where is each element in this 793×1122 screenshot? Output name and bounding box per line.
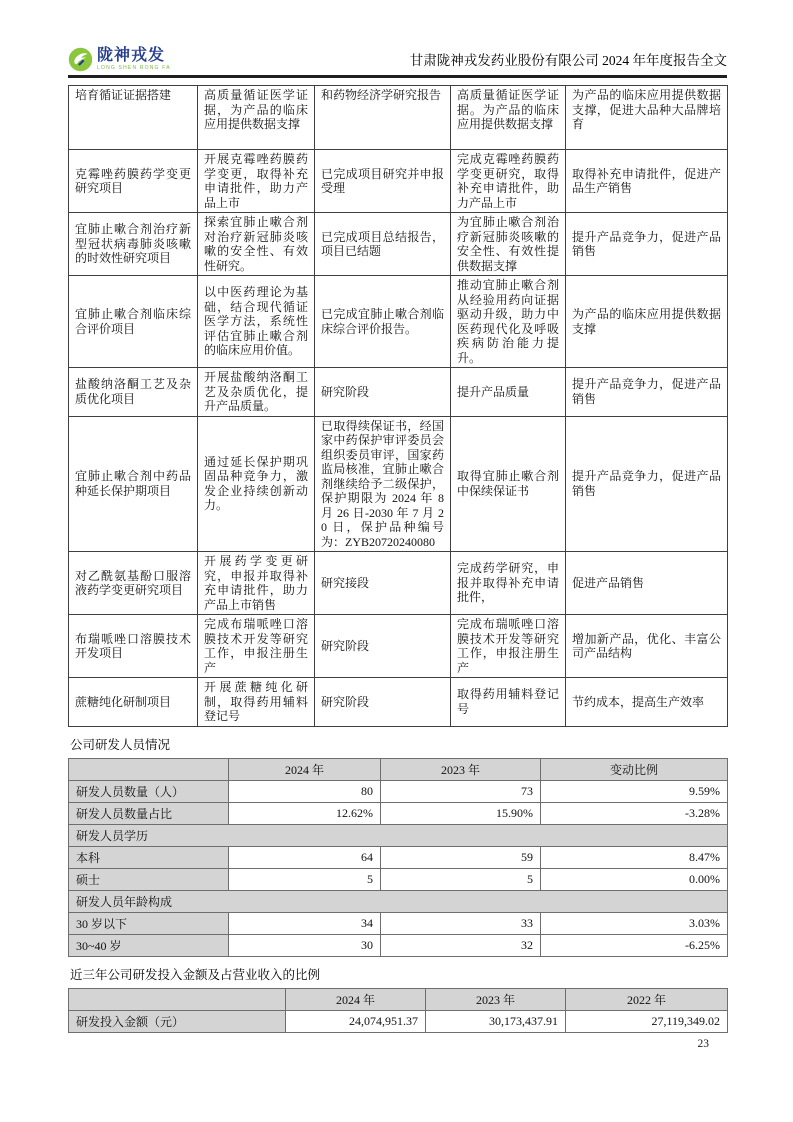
row-label: 研发人员数量占比 xyxy=(69,802,229,824)
row-label: 研发人员数量（人） xyxy=(69,780,229,802)
project-goal-cell: 高质量循证医学证据。为产品的临床应用提供数据支撑 xyxy=(451,86,566,150)
project-row xyxy=(69,678,728,727)
project-progress-cell: 研究阶段 xyxy=(315,368,451,417)
project-progress-cell: 研究接段 xyxy=(315,552,451,615)
project-impact-cell: 促进产品销售 xyxy=(566,552,728,615)
project-name-cell: 蔗糖纯化研制项目 xyxy=(69,678,198,727)
project-goal-cell: 取得药用辅料登记号 xyxy=(451,678,566,727)
value-2024: 80 xyxy=(229,780,381,802)
personnel-section-row xyxy=(69,890,728,912)
row-label: 30~40 岁 xyxy=(69,934,229,956)
project-progress-cell: 研究阶段 xyxy=(315,678,451,727)
subsection-label: 研发人员年龄构成 xyxy=(69,890,728,912)
value-2023: 32 xyxy=(381,934,541,956)
row-label: 本科 xyxy=(69,846,229,868)
project-row xyxy=(69,276,728,368)
project-impact-cell: 节约成本，提高生产效率 xyxy=(566,678,728,727)
value-change: -3.28% xyxy=(541,802,728,824)
project-row xyxy=(69,615,728,678)
rd-projects-table xyxy=(68,85,728,727)
personnel-header-2024: 2024 年 xyxy=(229,758,381,780)
value-change: 0.00% xyxy=(541,868,728,890)
personnel-row xyxy=(69,802,728,824)
value-2024: 5 xyxy=(229,868,381,890)
project-purpose-cell: 开展蔗糖纯化研制，取得药用辅料登记号 xyxy=(198,678,315,727)
investment-section-title: 近三年公司研发投入金额及占营业收入的比例 xyxy=(70,967,321,982)
project-progress-cell: 和药物经济学研究报告 xyxy=(315,86,451,150)
investment-header-2022: 2022 年 xyxy=(566,988,728,1010)
page-number: 23 xyxy=(697,1038,709,1050)
project-purpose-cell: 开展盐酸纳洛酮工艺及杂质优化，提升产品质量。 xyxy=(198,368,315,417)
personnel-header-empty xyxy=(69,758,229,780)
value-2022: 27,119,349.02 xyxy=(566,1010,728,1032)
project-row xyxy=(69,368,728,417)
value-change: 3.03% xyxy=(541,912,728,934)
value-2024: 24,074,951.37 xyxy=(286,1010,426,1032)
project-name-cell: 宜肺止嗽合剂临床综合评价项目 xyxy=(69,276,198,368)
personnel-header-row xyxy=(69,758,728,780)
page-header xyxy=(68,0,727,78)
project-goal-cell: 提升产品质量 xyxy=(451,368,566,417)
project-impact-cell: 为产品的临床应用提供数据支撑 xyxy=(566,276,728,368)
personnel-header-change: 变动比例 xyxy=(541,758,728,780)
investment-header-row xyxy=(69,988,728,1010)
personnel-header-2023: 2023 年 xyxy=(381,758,541,780)
project-impact-cell: 提升产品竞争力，促进产品销售 xyxy=(566,213,728,276)
project-row xyxy=(69,552,728,615)
project-goal-cell: 取得宜肺止嗽合剂中保续保证书 xyxy=(451,416,566,552)
project-name-cell: 克霉唑药膜药学变更研究项目 xyxy=(69,150,198,213)
brand-logo-icon xyxy=(68,47,93,72)
personnel-row xyxy=(69,846,728,868)
value-2023: 33 xyxy=(381,912,541,934)
value-2023: 5 xyxy=(381,868,541,890)
row-label: 研发投入金额（元） xyxy=(69,1010,286,1032)
project-name-cell: 宜肺止嗽合剂中药品种延长保护期项目 xyxy=(69,416,198,552)
project-row xyxy=(69,150,728,213)
rd-personnel-table xyxy=(68,758,728,957)
brand-name: 陇神戎发 xyxy=(97,47,166,64)
value-2024: 34 xyxy=(229,912,381,934)
project-name-cell: 盐酸纳洛酮工艺及杂质优化项目 xyxy=(69,368,198,417)
value-2023: 15.90% xyxy=(381,802,541,824)
brand-subtitle: LONG SHEN RONG FA xyxy=(97,65,171,71)
value-2023: 30,173,437.91 xyxy=(426,1010,566,1032)
personnel-section-title: 公司研发人员情况 xyxy=(70,737,171,752)
value-2024: 30 xyxy=(229,934,381,956)
project-progress-cell: 已取得续保证书，经国家中药保护审评委员会组织委员审评，国家药监局核准，宜肺止嗽合剂继续给予二级保护，保护期限为 2024 年 8 月 26 日-2030 年 7 月 20 日，保护品种编号为：ZYB20720240080 xyxy=(315,416,451,552)
project-row xyxy=(69,213,728,276)
project-goal-cell: 完成布瑞哌唑口溶膜技术开发等研究工作，申报注册生产 xyxy=(451,615,566,678)
personnel-row xyxy=(69,934,728,956)
project-purpose-cell: 开展克霉唑药膜药学变更，取得补充申请批件，助力产品上市 xyxy=(198,150,315,213)
project-purpose-cell: 高质量循证医学证据，为产品的临床应用提供数据支撑 xyxy=(198,86,315,150)
project-goal-cell: 为宜肺止嗽合剂治疗新冠肺炎咳嗽的安全性、有效性提供数据支撑 xyxy=(451,213,566,276)
investment-header-empty xyxy=(69,988,286,1010)
project-name-cell: 宜肺止嗽合剂治疗新型冠状病毒肺炎咳嗽的时效性研究项目 xyxy=(69,213,198,276)
value-change: 8.47% xyxy=(541,846,728,868)
personnel-row xyxy=(69,780,728,802)
project-name-cell: 布瑞哌唑口溶膜技术开发项目 xyxy=(69,615,198,678)
project-progress-cell: 研究阶段 xyxy=(315,615,451,678)
row-label: 硕士 xyxy=(69,868,229,890)
personnel-row xyxy=(69,912,728,934)
personnel-row xyxy=(69,868,728,890)
project-goal-cell: 完成药学研究，申报并取得补充申请批件， xyxy=(451,552,566,615)
investment-header-2023: 2023 年 xyxy=(426,988,566,1010)
rd-investment-table xyxy=(68,988,728,1033)
project-impact-cell: 增加新产品，优化、丰富公司产品结构 xyxy=(566,615,728,678)
value-2023: 73 xyxy=(381,780,541,802)
project-purpose-cell: 探索宜肺止嗽合剂对治疗新冠肺炎咳嗽的安全性、有效性研究。 xyxy=(198,213,315,276)
project-row xyxy=(69,416,728,552)
project-goal-cell: 推动宜肺止嗽合剂从经验用药向证据驱动升级，助力中医药现代化及呼吸疾病防治能力提升。 xyxy=(451,276,566,368)
project-purpose-cell: 以中医药理论为基础，结合现代循证医学方法，系统性评估宜肺止嗽合剂的临床应用价值。 xyxy=(198,276,315,368)
value-2023: 59 xyxy=(381,846,541,868)
project-progress-cell: 已完成宜肺止嗽合剂临床综合评价报告。 xyxy=(315,276,451,368)
project-purpose-cell: 开展药学变更研究，申报并取得补充申请批件，助力产品上市销售 xyxy=(198,552,315,615)
project-impact-cell: 取得补充申请批件，促进产品生产销售 xyxy=(566,150,728,213)
project-goal-cell: 完成克霉唑药膜药学变更研究，取得补充申请批件，助力产品上市 xyxy=(451,150,566,213)
value-change: -6.25% xyxy=(541,934,728,956)
row-label: 30 岁以下 xyxy=(69,912,229,934)
personnel-section-row xyxy=(69,824,728,846)
project-progress-cell: 已完成项目研究并申报受理 xyxy=(315,150,451,213)
project-name-cell: 培育循证证据搭建 xyxy=(69,86,198,150)
project-impact-cell: 提升产品竞争力，促进产品销售 xyxy=(566,368,728,417)
investment-row xyxy=(69,1010,728,1032)
value-2024: 12.62% xyxy=(229,802,381,824)
investment-header-2024: 2024 年 xyxy=(286,988,426,1010)
project-name-cell: 对乙酰氨基酚口服溶液药学变更研究项目 xyxy=(69,552,198,615)
project-progress-cell: 已完成项目总结报告，项目已结题 xyxy=(315,213,451,276)
project-impact-cell: 提升产品竞争力，促进产品销售 xyxy=(566,416,728,552)
project-impact-cell: 为产品的临床应用提供数据支撑，促进大品种大品牌培育 xyxy=(566,86,728,150)
company-logo xyxy=(68,47,171,72)
project-row xyxy=(69,86,728,150)
report-title: 甘肃陇神戎发药业股份有限公司 2024 年年度报告全文 xyxy=(409,53,727,68)
subsection-label: 研发人员学历 xyxy=(69,824,728,846)
value-2024: 64 xyxy=(229,846,381,868)
project-purpose-cell: 通过延长保护期巩固品种竞争力，激发企业持续创新动力。 xyxy=(198,416,315,552)
value-change: 9.59% xyxy=(541,780,728,802)
project-purpose-cell: 完成布瑞哌唑口溶膜技术开发等研究工作，申报注册生产 xyxy=(198,615,315,678)
